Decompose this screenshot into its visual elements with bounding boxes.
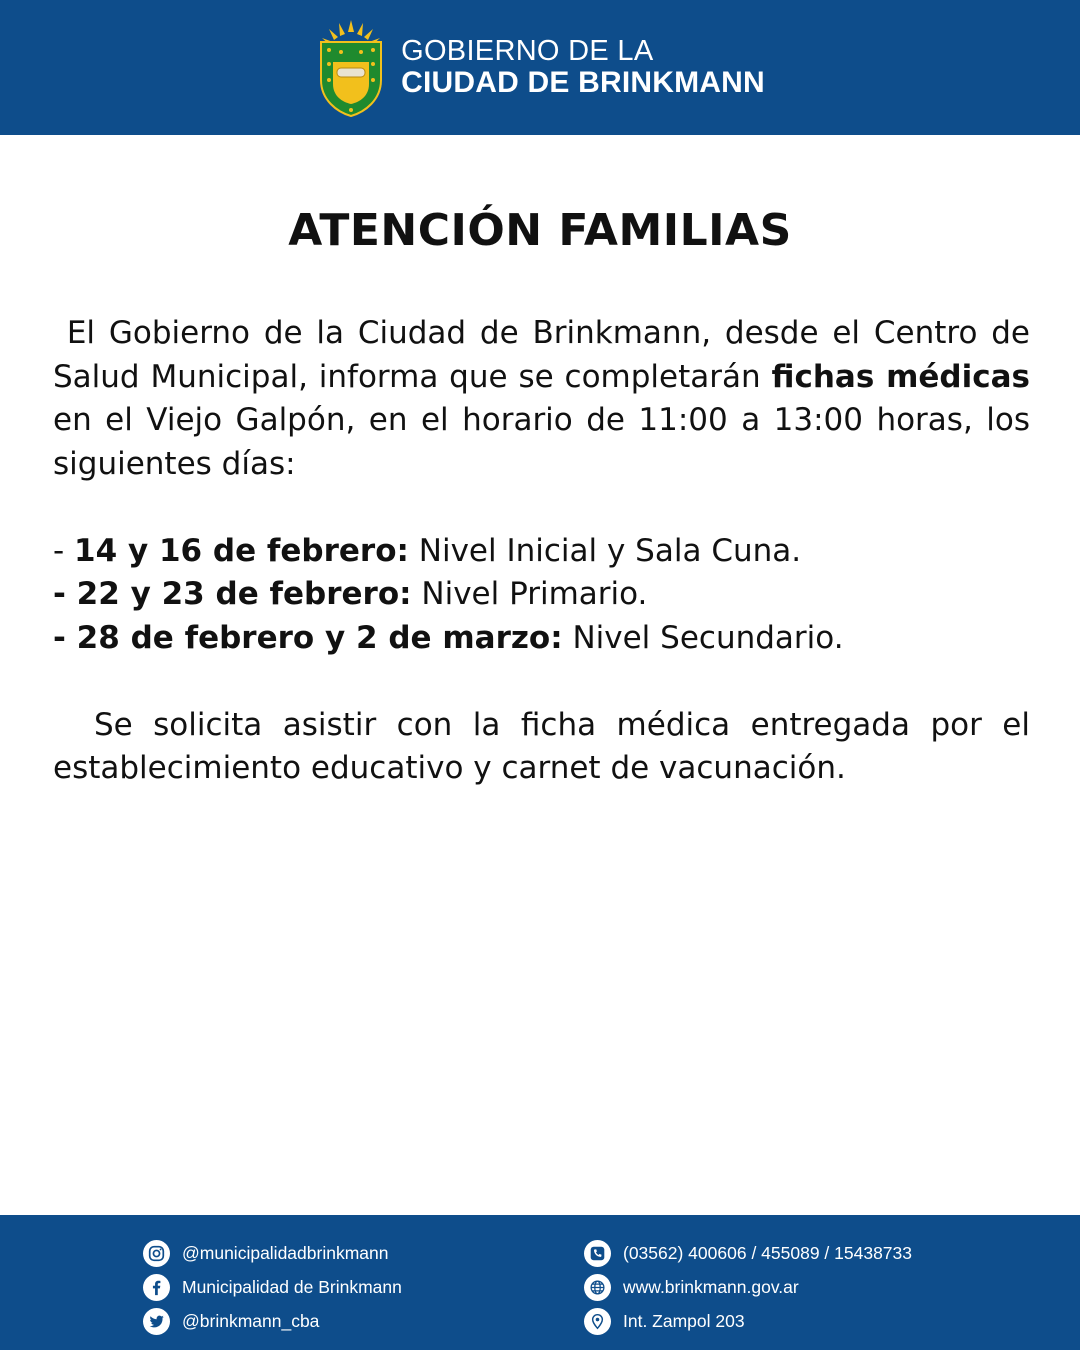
intro-paragraph	[53, 312, 1040, 486]
announcement-body	[53, 312, 1040, 791]
footer-website[interactable]	[584, 1270, 912, 1304]
brand-name	[401, 36, 765, 100]
instagram-handle: @municipalidadbrinkmann	[182, 1242, 389, 1263]
schedule-level: Nivel Secundario.	[562, 619, 844, 656]
footer-facebook[interactable]	[143, 1270, 402, 1304]
schedule-level: Nivel Inicial y Sala Cuna.	[408, 532, 802, 569]
twitter-handle: @brinkmann_cba	[182, 1310, 320, 1331]
city-crest-icon	[315, 18, 387, 118]
footer-social-column	[143, 1236, 402, 1338]
schedule-dates: 14 y 16 de febrero:	[74, 532, 409, 569]
spacer	[53, 660, 1030, 704]
facebook-icon	[143, 1274, 170, 1301]
facebook-page: Municipalidad de Brinkmann	[182, 1276, 402, 1297]
schedule-item	[53, 530, 1030, 574]
schedule-dates: - 22 y 23 de febrero:	[53, 576, 412, 612]
footer-address[interactable]	[584, 1304, 912, 1338]
footer-phone[interactable]	[584, 1236, 912, 1270]
location-pin-icon	[584, 1308, 611, 1335]
footer-twitter[interactable]	[143, 1304, 402, 1338]
intro-text-bold: fichas médicas	[771, 358, 1030, 395]
schedule-dash: -	[53, 532, 75, 569]
website-url: www.brinkmann.gov.ar	[623, 1276, 799, 1297]
spacer	[53, 486, 1030, 530]
brand-line1: GOBIERNO DE LA	[401, 34, 654, 67]
address-text: Int. Zampol 203	[623, 1310, 745, 1331]
closing-paragraph: Se solicita asistir con la ficha médica entregada por el establecimiento educativo y carnet de vacunación.	[53, 706, 1040, 786]
twitter-icon	[143, 1308, 170, 1335]
phone-numbers: (03562) 400606 / 455089 / 15438733	[623, 1242, 913, 1263]
schedule-dates: - 28 de febrero y 2 de marzo:	[53, 619, 563, 656]
schedule-item	[53, 617, 1030, 661]
intro-text-before: El Gobierno de la Ciudad de Brinkmann, desde el Centro de Salud Municipal, informa que se completarán	[53, 315, 1040, 395]
instagram-icon	[143, 1240, 170, 1267]
brand-line2: CIUDAD DE BRINKMANN	[401, 65, 765, 99]
phone-icon	[584, 1240, 611, 1267]
footer-contact-column	[584, 1236, 912, 1338]
schedule-item	[53, 573, 1030, 617]
intro-text-after: en el Viejo Galpón, en el horario de 11:00 a 13:00 horas, los siguientes días:	[53, 358, 1040, 482]
footer-instagram[interactable]	[143, 1236, 402, 1270]
footer-bar	[0, 1215, 1080, 1350]
header-bar	[0, 0, 1080, 135]
schedule-level: Nivel Primario.	[411, 576, 648, 612]
globe-icon	[584, 1274, 611, 1301]
page-title: ATENCIÓN FAMILIAS	[288, 205, 792, 256]
